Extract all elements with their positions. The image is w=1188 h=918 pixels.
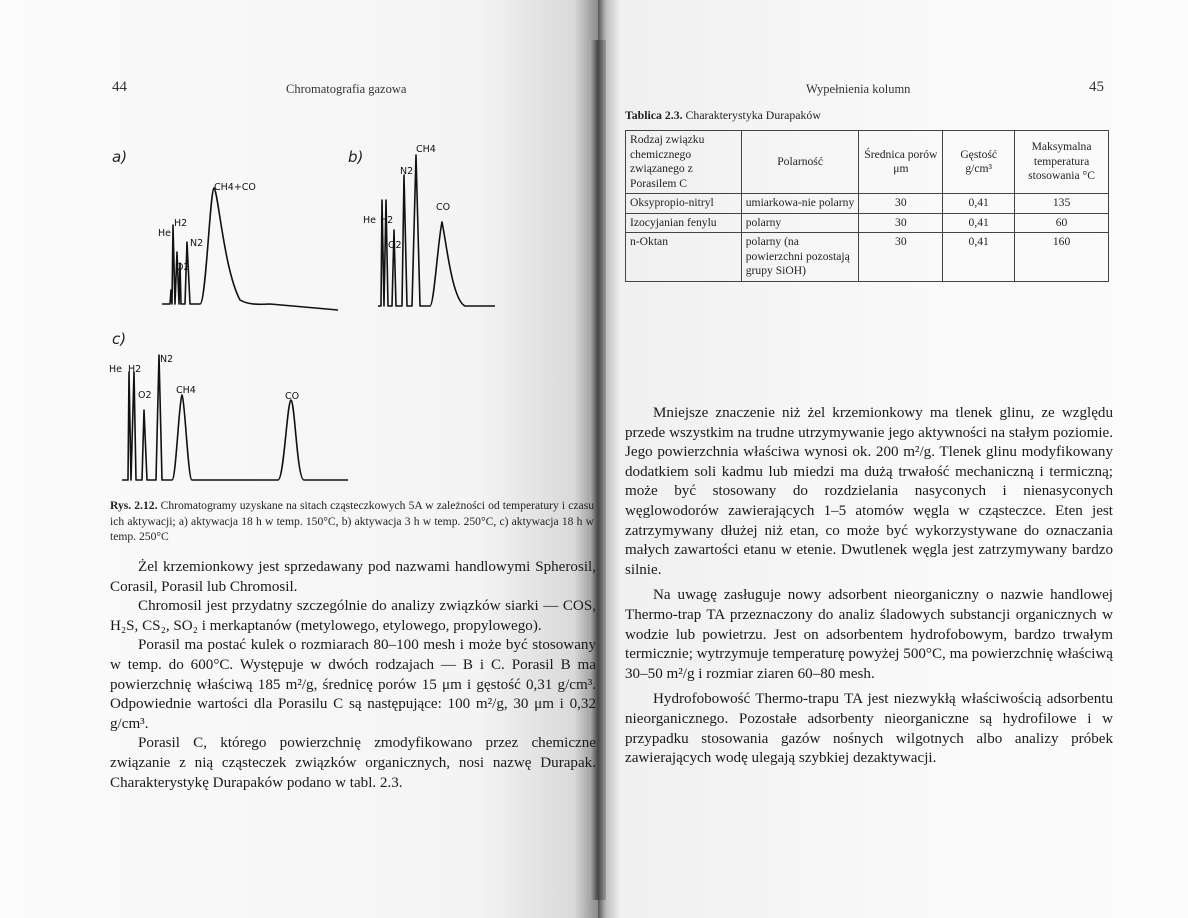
left-running-head: Chromatografia gazowa [286, 82, 407, 96]
peak-label-ch4-c: CH4 [176, 385, 196, 396]
table-header-row [626, 131, 1109, 194]
table-header-compound: Rodzaj związku chemicznego związanego z Porasilem C [626, 131, 742, 194]
peak-label-n2-c: N2 [160, 354, 174, 365]
left-paragraph-1: Żel krzemionkowy jest sprzedawany pod nazwami handlowymi Spherosil, Corasil, Porasil lub Chromosil. [110, 559, 596, 595]
panel-label-a: a) [112, 148, 128, 166]
peak-label-o2-a: O2 [176, 262, 190, 273]
table-caption [625, 108, 821, 123]
left-paragraph-2: Chromosil jest przydatny szczególnie do analizy związków siarki — COS, H₂S, CS₂, SO₂ i merkaptanów (metylowego, etylowego, propylowego). [110, 598, 596, 634]
peak-label-co-b: CO [436, 202, 451, 213]
right-body-text [625, 404, 1113, 769]
table-cell: 0,41 [943, 194, 1015, 214]
right-paragraph-3: Hydrofobowość Thermo-trapu TA jest niezwykłą właściwością adsorbentu nieorganicznego. Pozostałe adsorbenty nieorganiczne są hydrofilowe i w przypadku stosowania gazów nośnych wilgotnych albo analizy próbek zawierających wodę ulegają szybkiej dezaktywacji. [625, 691, 1113, 767]
durapak-table [625, 130, 1109, 282]
peak-label-h2-c: H2 [128, 364, 142, 375]
table-cell: 30 [859, 194, 943, 214]
peak-label-co-c: CO [285, 391, 300, 402]
peak-label-ch4co-a: CH4+CO [214, 182, 256, 193]
peak-label-he-a: He [158, 228, 171, 239]
peak-label-n2-b: N2 [400, 166, 414, 177]
right-paragraph-1: Mniejsze znaczenie niż żel krzemionkowy ma tlenek glinu, ze względu przede wszystkim na trudne utrzymywanie jego aktywności na stałym poziomie. Jego powierzchnia właściwa wynosi ok. 200 m²/g. Tlenek glinu modyfikowany dodatkiem soli kadmu lub miedzi ma dużą trwałość mechaniczną i termiczną; może być stosowany do rozdzielania nasyconych i nienasyconych węglowodorów zawierających 1–5 atomów węgla w cząsteczce. Eten jest zatrzymywany dłużej niż etan, co może być wykorzystywane do oznaczania małych zawartości etanu w etenie. Dwutlenek węgla jest zatrzymywany bardzo silnie. [625, 405, 1113, 578]
table-cell: 0,41 [943, 213, 1015, 233]
peak-label-ch4-b: CH4 [416, 144, 436, 155]
peak-labels-b [363, 144, 450, 251]
table-cell: Oksypropio-nitryl [626, 194, 742, 214]
table-cell: umiarkowa-nie polarny [741, 194, 859, 214]
table-cell: 60 [1015, 213, 1109, 233]
table-cell: 0,41 [943, 233, 1015, 282]
table-cell: n-Oktan [626, 233, 742, 282]
peak-label-o2-b: O2 [388, 240, 402, 251]
table-row [626, 233, 1109, 282]
chromatogram-trace-b [378, 155, 495, 306]
chromatogram-figure [100, 130, 600, 500]
table-label: Tablica 2.3. [625, 108, 683, 122]
peak-label-h2-a: H2 [174, 218, 188, 229]
peak-label-h2-b: H2 [380, 215, 394, 226]
table-cell: 30 [859, 233, 943, 282]
chromatogram-trace-a [162, 188, 338, 310]
left-page-number: 44 [112, 79, 127, 95]
table-row [626, 194, 1109, 214]
left-paragraph-4: Porasil C, którego powierzchnię zmodyfikowano przez chemiczne związanie z nią cząsteczek związków organicznych, nosi nazwę Durapak. Charakterystykę Durapaków podano w tabl. 2.3. [110, 735, 596, 791]
figure-caption [110, 498, 594, 545]
table-cell: polarny (na powierzchni pozostają grupy SiOH) [741, 233, 859, 282]
left-body-text [110, 558, 596, 793]
peak-label-n2-a: N2 [190, 238, 204, 249]
figure-caption-text: Chromatogramy uzyskane na sitach cząsteczkowych 5A w zależności od temperatury i czasu ich aktywacji; a) aktywacja 18 h w temp. 150°C, b) aktywacja 3 h w temp. 250°C, c) aktywacja 18 h w temp. 250°C [110, 499, 595, 543]
table-row [626, 213, 1109, 233]
table-header-polarity: Polarność [741, 131, 859, 194]
peak-label-he-c: He [109, 364, 122, 375]
figure-caption-label: Rys. 2.12. [110, 499, 158, 512]
table-cell: 160 [1015, 233, 1109, 282]
peak-label-he-b: He [363, 215, 376, 226]
left-paragraph-3: Porasil ma postać kulek o rozmiarach 80–100 mesh i może być stosowany w temp. do 600°C. Występuje w dwóch rodzajach — B i C. Porasil B ma powierzchnię właściwą 185 m²/g, średnicę porów 15 μm i gęstość 0,31 g/cm³. Odpowiednie wartości dla Porasilu C są następujące: 100 m²/g, 30 μm i 0,32 g/cm³. [110, 637, 596, 732]
table-cell: polarny [741, 213, 859, 233]
peak-labels-c [109, 354, 299, 402]
panel-label-b: b) [348, 148, 364, 166]
right-running-head: Wypełnienia kolumn [806, 82, 911, 96]
table-header-pore-diameter: Średnica porów μm [859, 131, 943, 194]
table-cell: 135 [1015, 194, 1109, 214]
panel-label-c: c) [112, 330, 127, 348]
chromatogram-trace-c [122, 355, 348, 480]
table-title: Charakterystyka Durapaków [685, 108, 821, 122]
table-header-max-temp: Maksymalna temperatura stosowania °C [1015, 131, 1109, 194]
table-header-density: Gęstość g/cm³ [943, 131, 1015, 194]
table-cell: 30 [859, 213, 943, 233]
peak-label-o2-c: O2 [138, 390, 152, 401]
table-cell: Izocyjanian fenylu [626, 213, 742, 233]
right-page-number: 45 [1089, 79, 1104, 95]
right-paragraph-2: Na uwagę zasługuje nowy adsorbent nieorganiczny o nazwie handlowej Thermo-trap TA przeznaczony do analiz śladowych substancji organicznych w wodzie lub powietrzu. Jest on adsorbentem hydrofobowym, bardzo trwałym termicznie; wytrzymuje temperaturę powyżej 500°C, ma powierzchnię właściwą 30–50 m²/g i rozmiar ziaren 60–80 mesh. [625, 587, 1114, 682]
